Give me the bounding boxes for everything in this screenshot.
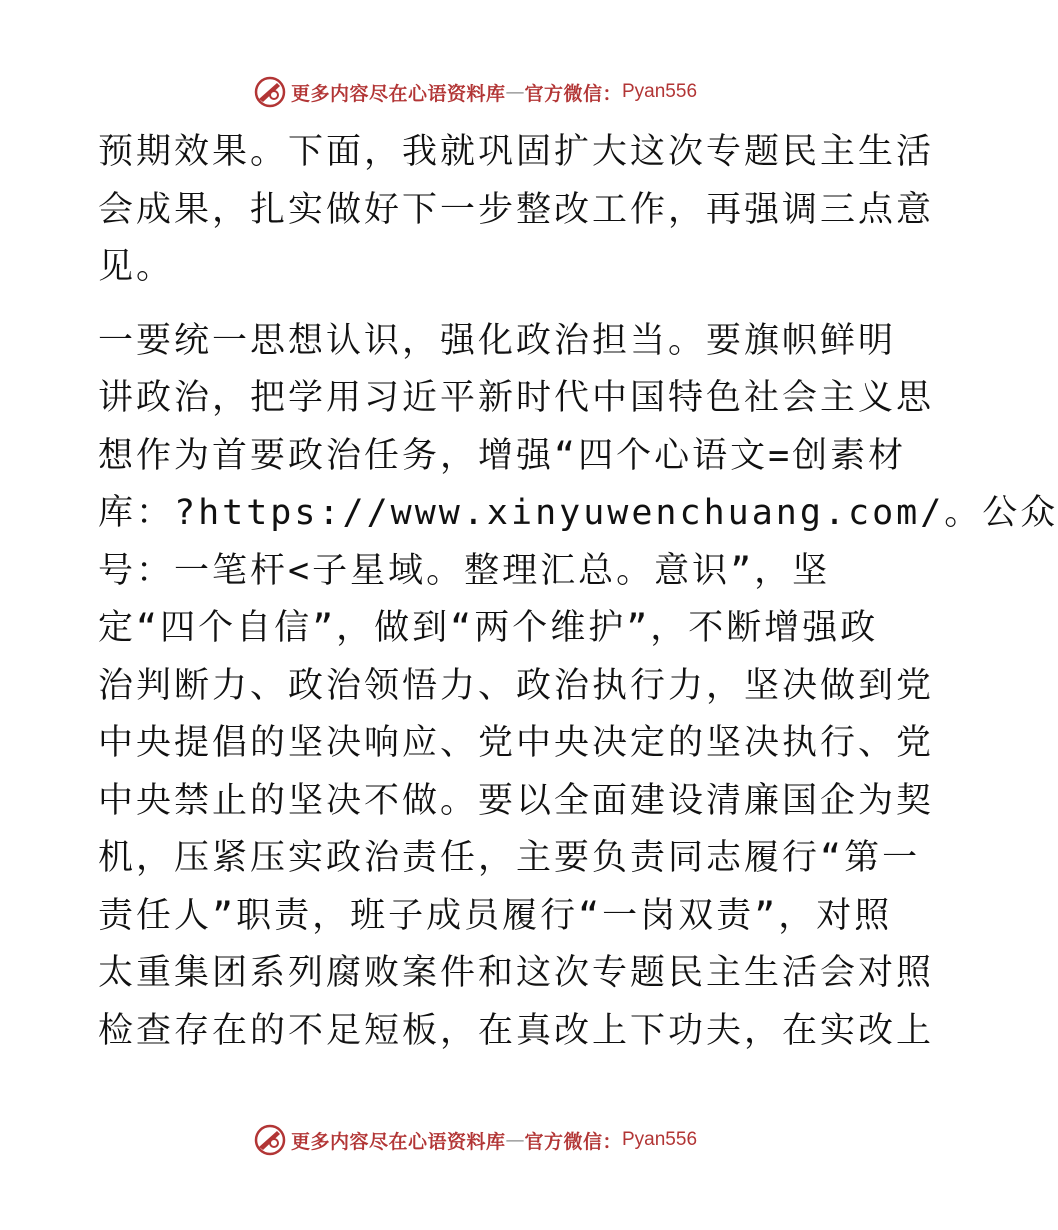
- watermark-dash: —: [505, 1129, 525, 1151]
- text-line: 讲政治，把学用习近平新时代中国特色社会主义思: [98, 378, 935, 418]
- pen-logo-icon: [253, 1123, 287, 1157]
- watermark-account: Pyan556: [622, 81, 698, 102]
- watermark-site: 更多内容尽在心语资料库: [290, 1130, 506, 1153]
- body-text: [98, 124, 1058, 1060]
- text-line: 见。: [98, 247, 175, 287]
- text-line: 预期效果。下面，我就巩固扩大这次专题民主生活: [98, 132, 935, 172]
- watermark-label: 官方微信：: [524, 82, 622, 105]
- paragraph-1: [98, 124, 935, 297]
- text-line: 机，压紧压实政治责任，主要负责同志履行“第一: [98, 838, 921, 878]
- text-line: 一要统一思想认识，强化政治担当。要旗帜鲜明: [98, 320, 897, 361]
- text-line: 定“四个自信”，做到“两个维护”，不断增强政: [98, 608, 879, 648]
- header-watermark: [0, 72, 950, 112]
- text-line: 库：?https://www.xinyuwenchuang.com/。公众: [98, 493, 1058, 533]
- text-line: 会成果，扎实做好下一步整改工作，再强调三点意: [98, 189, 935, 230]
- text-line: 治判断力、政治领悟力、政治执行力，坚决做到党: [98, 665, 935, 706]
- pen-logo-icon: [253, 75, 287, 109]
- text-line: 责任人”职责，班子成员履行“一岗双责”，对照: [98, 895, 893, 936]
- watermark-site: 更多内容尽在心语资料库: [290, 82, 506, 105]
- watermark-label: 官方微信：: [524, 1130, 622, 1153]
- paragraph-2: [98, 313, 1058, 1061]
- text-line: 中央禁止的坚决不做。要以全面建设清廉国企为契: [98, 780, 935, 821]
- text-line: 号：一笔杆<子星域。整理汇总。意识”，坚: [98, 550, 831, 591]
- text-line: 太重集团系列腐败案件和这次专题民主生活会对照: [98, 953, 935, 993]
- text-line: 中央提倡的坚决响应、党中央决定的坚决执行、党: [98, 723, 935, 763]
- text-line: 想作为首要政治任务，增强“四个心语文=创素材: [98, 435, 907, 476]
- watermark-account: Pyan556: [622, 1129, 698, 1150]
- footer-watermark: [0, 1120, 950, 1160]
- text-line: 检查存在的不足短板，在真改上下功夫，在实改上: [98, 1010, 935, 1051]
- watermark-dash: —: [505, 81, 525, 103]
